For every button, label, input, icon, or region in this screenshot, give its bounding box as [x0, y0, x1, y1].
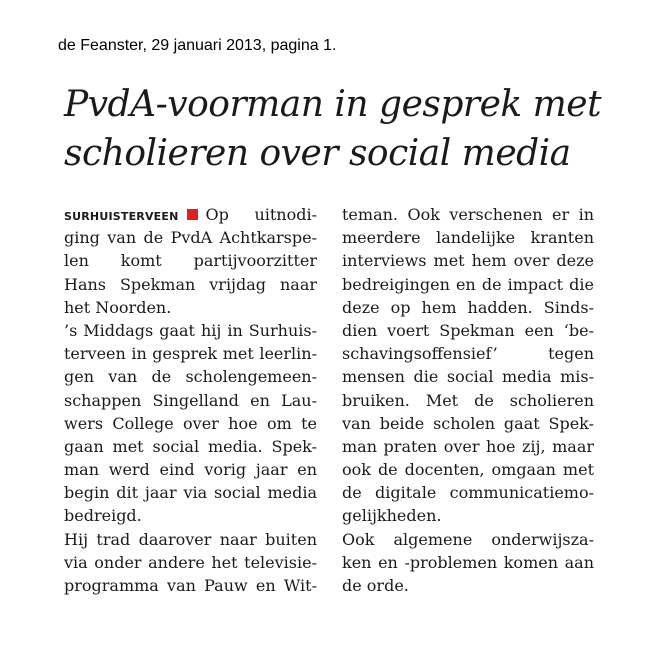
headline-line-1: PvdA-voorman in gesprek met [64, 84, 602, 125]
article-line: mensen die social media mis- [342, 367, 594, 387]
article-line: len komt partijvoorzitter [64, 251, 317, 271]
article-line: ging van de PvdA Achtkarspe- [64, 228, 317, 248]
article-line: man werd eind vorig jaar en [64, 460, 317, 480]
article-line: ’s Middags gaat hij in Surhuis- [64, 320, 317, 340]
article-line: de digitale communicatiemo- [342, 483, 594, 503]
article-line: gaan met social media. Spek- [64, 436, 317, 456]
article-column-left [64, 203, 317, 597]
article-line-text: Op uitnodi- [205, 205, 317, 224]
article-line: dien voert Spekman een ‘be- [342, 320, 594, 340]
article-line: Hans Spekman vrijdag naar [64, 274, 317, 294]
article-line: ook de docenten, omgaan met [342, 460, 594, 480]
article-line: het Noorden. [64, 297, 172, 317]
article-line: bruiken. Met de scholieren [342, 390, 594, 410]
article-line: Ook algemene onderwijsza- [342, 529, 594, 549]
article-line: meerdere landelijke kranten [342, 228, 594, 248]
article-line: begin dit jaar via social media [64, 483, 317, 503]
article-line: bedreigingen en de impact die [342, 274, 594, 294]
article-line: man praten over hoe zij, maar [342, 436, 594, 456]
article-line: terveen in gesprek met leerlin- [64, 344, 317, 364]
article-line: de orde. [342, 576, 409, 595]
article-line [64, 203, 317, 226]
article-line: van beide scholen gaat Spek- [342, 413, 594, 433]
article-line: deze op hem hadden. Sinds- [342, 297, 594, 317]
source-line: de Feanster, 29 januari 2013, pagina 1. [58, 37, 337, 54]
dateline: SURHUISTERVEEN [64, 210, 179, 223]
red-square-marker-icon [187, 209, 198, 220]
article-line: Hij trad daarover naar buiten [64, 529, 317, 549]
article-line: gelijkheden. [342, 506, 442, 526]
article-line: ken en -problemen komen aan [342, 552, 594, 572]
article-line: via onder andere het televisie- [64, 552, 317, 572]
headline [64, 80, 601, 178]
article-line: programma van Pauw en Wit- [64, 576, 317, 595]
article-line: gen van de scholengemeen- [64, 367, 317, 387]
article-line: schavingsoffensief’ tegen [342, 344, 594, 364]
article-line: teman. Ook verschenen er in [342, 205, 594, 224]
article-line: schappen Singelland en Lau- [64, 390, 317, 410]
article-line: wers College over hoe om te [64, 413, 317, 433]
article-column-right [342, 203, 594, 597]
article-line: interviews met hem over deze [342, 251, 594, 271]
article-line: bedreigd. [64, 506, 142, 526]
headline-line-2: scholieren over social media [64, 133, 571, 174]
